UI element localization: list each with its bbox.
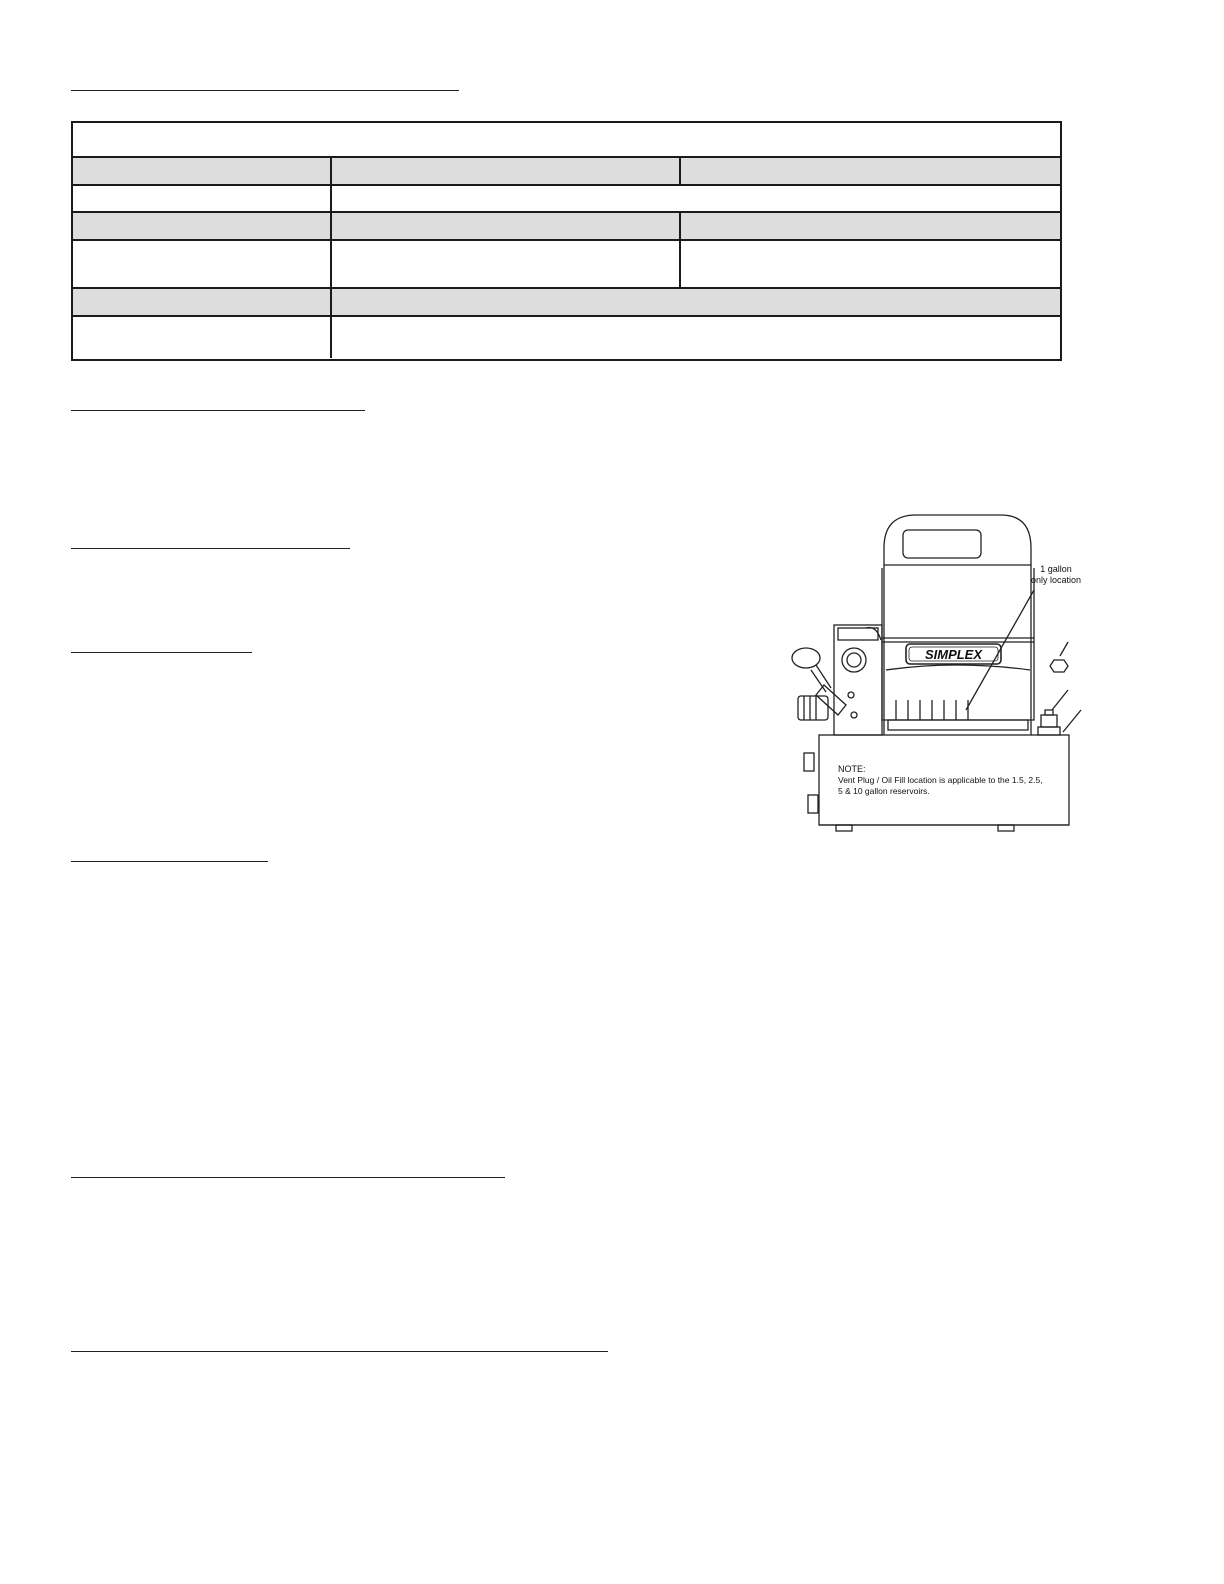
table-header-row [73,211,1060,239]
table-header-row [73,287,1060,315]
pump-drawing [776,510,1086,840]
note-title: NOTE: [838,764,866,774]
section-heading-rule [71,548,350,549]
table-header-row [73,156,1060,184]
table-title-row [73,123,1060,156]
section-heading-rule [71,410,365,411]
note-text: Vent Plug / Oil Fill location is applicable to the 1.5, 2.5, [838,775,1043,785]
brand-label: SIMPLEX [924,647,983,662]
section-heading-rule [71,90,459,91]
section-heading-rule [71,1351,608,1352]
table-row [73,315,1060,358]
section-heading-rule [71,861,268,862]
note-text: 5 & 10 gallon reservoirs. [838,786,930,796]
pump-illustration [776,510,1086,840]
specification-table [71,121,1062,361]
callout-label: 1 gallon [1040,564,1072,574]
section-heading-rule [71,1177,505,1178]
callout-label: only location [1030,575,1082,585]
table-row [73,184,1060,211]
table-row [73,239,1060,287]
section-heading-rule [71,652,252,653]
